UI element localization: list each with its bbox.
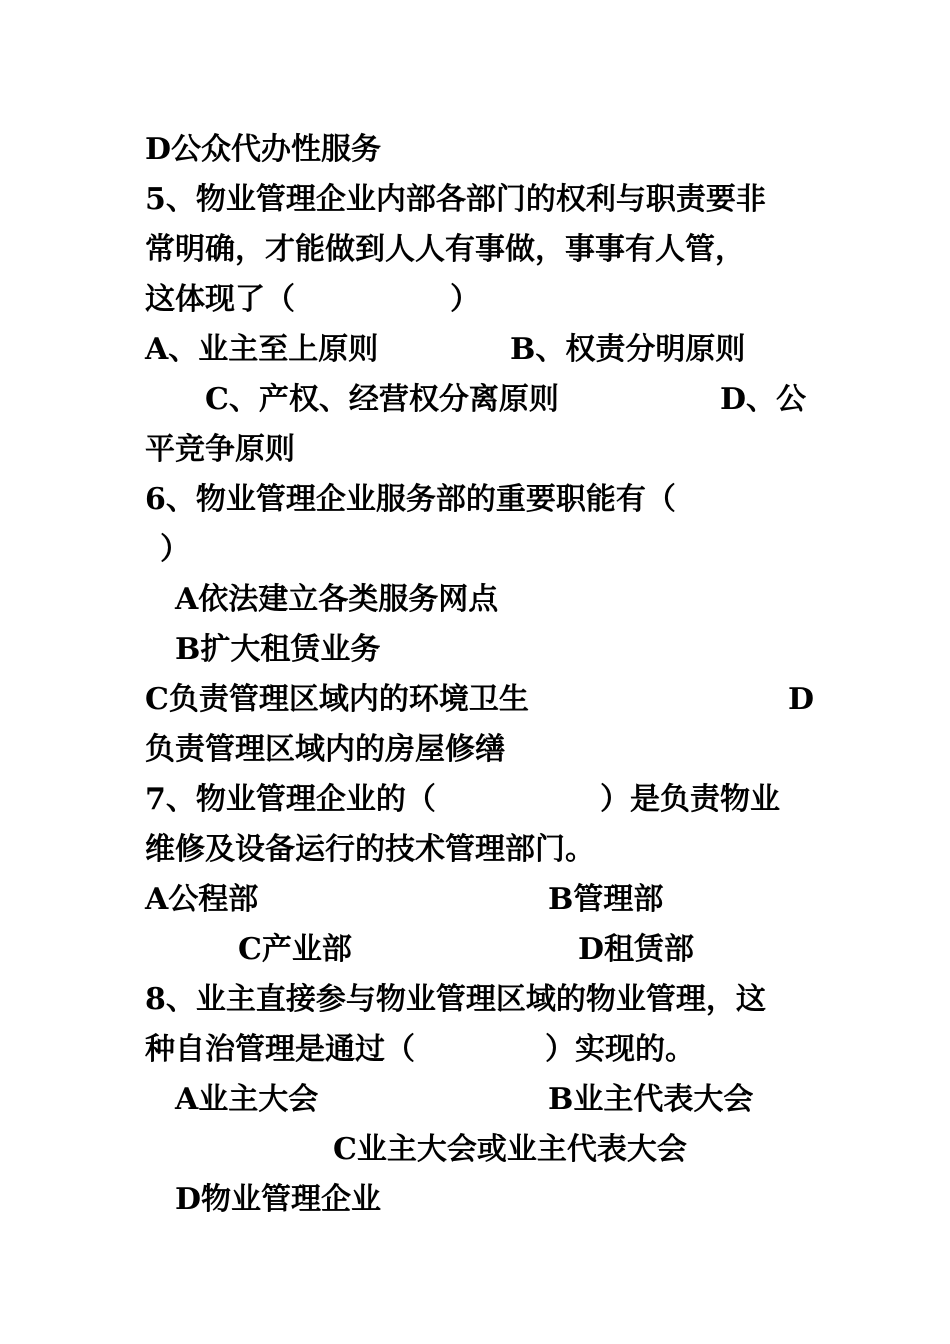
text-line: [0, 475, 676, 525]
text-line: [0, 275, 480, 325]
text-line: [0, 675, 815, 725]
question-7-text: 7、物业管理企业的（: [145, 782, 436, 817]
option-d-public-agency-service: D公众代办性服务: [145, 132, 382, 167]
option-d: D租赁部: [578, 932, 695, 967]
option-d-continued: 负责管理区域内的房屋修缮: [145, 732, 505, 767]
option-a: A、业主至上原则: [145, 332, 379, 367]
text-line: [0, 175, 766, 225]
option-a: A公程部: [145, 882, 259, 917]
option-d: D物业管理企业: [175, 1182, 382, 1217]
question-7-text: 维修及设备运行的技术管理部门。: [145, 832, 595, 867]
question-6-text: 6、物业管理企业服务部的重要职能有（: [145, 482, 676, 517]
option-a: A业主大会: [175, 1082, 319, 1117]
text-line: [0, 625, 381, 675]
text-line: [0, 1025, 695, 1075]
text-line: [0, 225, 745, 275]
option-b: B管理部: [548, 882, 664, 917]
text-line: [0, 1075, 754, 1125]
question-5-text: 这体现了（: [145, 282, 295, 317]
text-line: [0, 725, 505, 775]
text-line: [0, 1175, 382, 1225]
option-b: B扩大租赁业务: [175, 632, 381, 667]
text-line: [0, 575, 499, 625]
text-line: [0, 775, 780, 825]
question-8-text: 种自治管理是通过（: [145, 1032, 415, 1067]
text-line: [0, 425, 295, 475]
text-line: [0, 975, 766, 1025]
text-line: [0, 325, 746, 375]
option-c: C、产权、经营权分离原则: [205, 382, 559, 417]
question-8-text: 8、业主直接参与物业管理区域的物业管理，这: [145, 982, 766, 1017]
question-5-text: 5、物业管理企业内部各部门的权利与职责要非: [145, 182, 766, 217]
option-d: D、公: [720, 382, 807, 417]
text-line: [0, 1125, 687, 1175]
question-5-text: 常明确，才能做到人人有事做，事事有人管，: [145, 232, 745, 267]
text-line: [0, 825, 595, 875]
text-line: [0, 875, 664, 925]
text-line: [0, 925, 695, 975]
answer-blank-close: ）: [450, 282, 480, 317]
option-b: B、权责分明原则: [510, 332, 746, 367]
option-c: C负责管理区域内的环境卫生: [145, 682, 529, 717]
text-line: [0, 375, 807, 425]
option-c: C产业部: [238, 932, 352, 967]
answer-blank-close: ）: [160, 532, 190, 567]
question-7-text: ）是负责物业: [600, 782, 780, 817]
option-d-continued: 平竞争原则: [145, 432, 295, 467]
option-b: B业主代表大会: [548, 1082, 754, 1117]
option-d: D: [788, 682, 815, 717]
text-line: [0, 525, 190, 575]
text-line: [0, 125, 382, 175]
question-8-text: ）实现的。: [545, 1032, 695, 1067]
option-c: C业主大会或业主代表大会: [333, 1132, 687, 1167]
option-a: A依法建立各类服务网点: [175, 582, 499, 617]
